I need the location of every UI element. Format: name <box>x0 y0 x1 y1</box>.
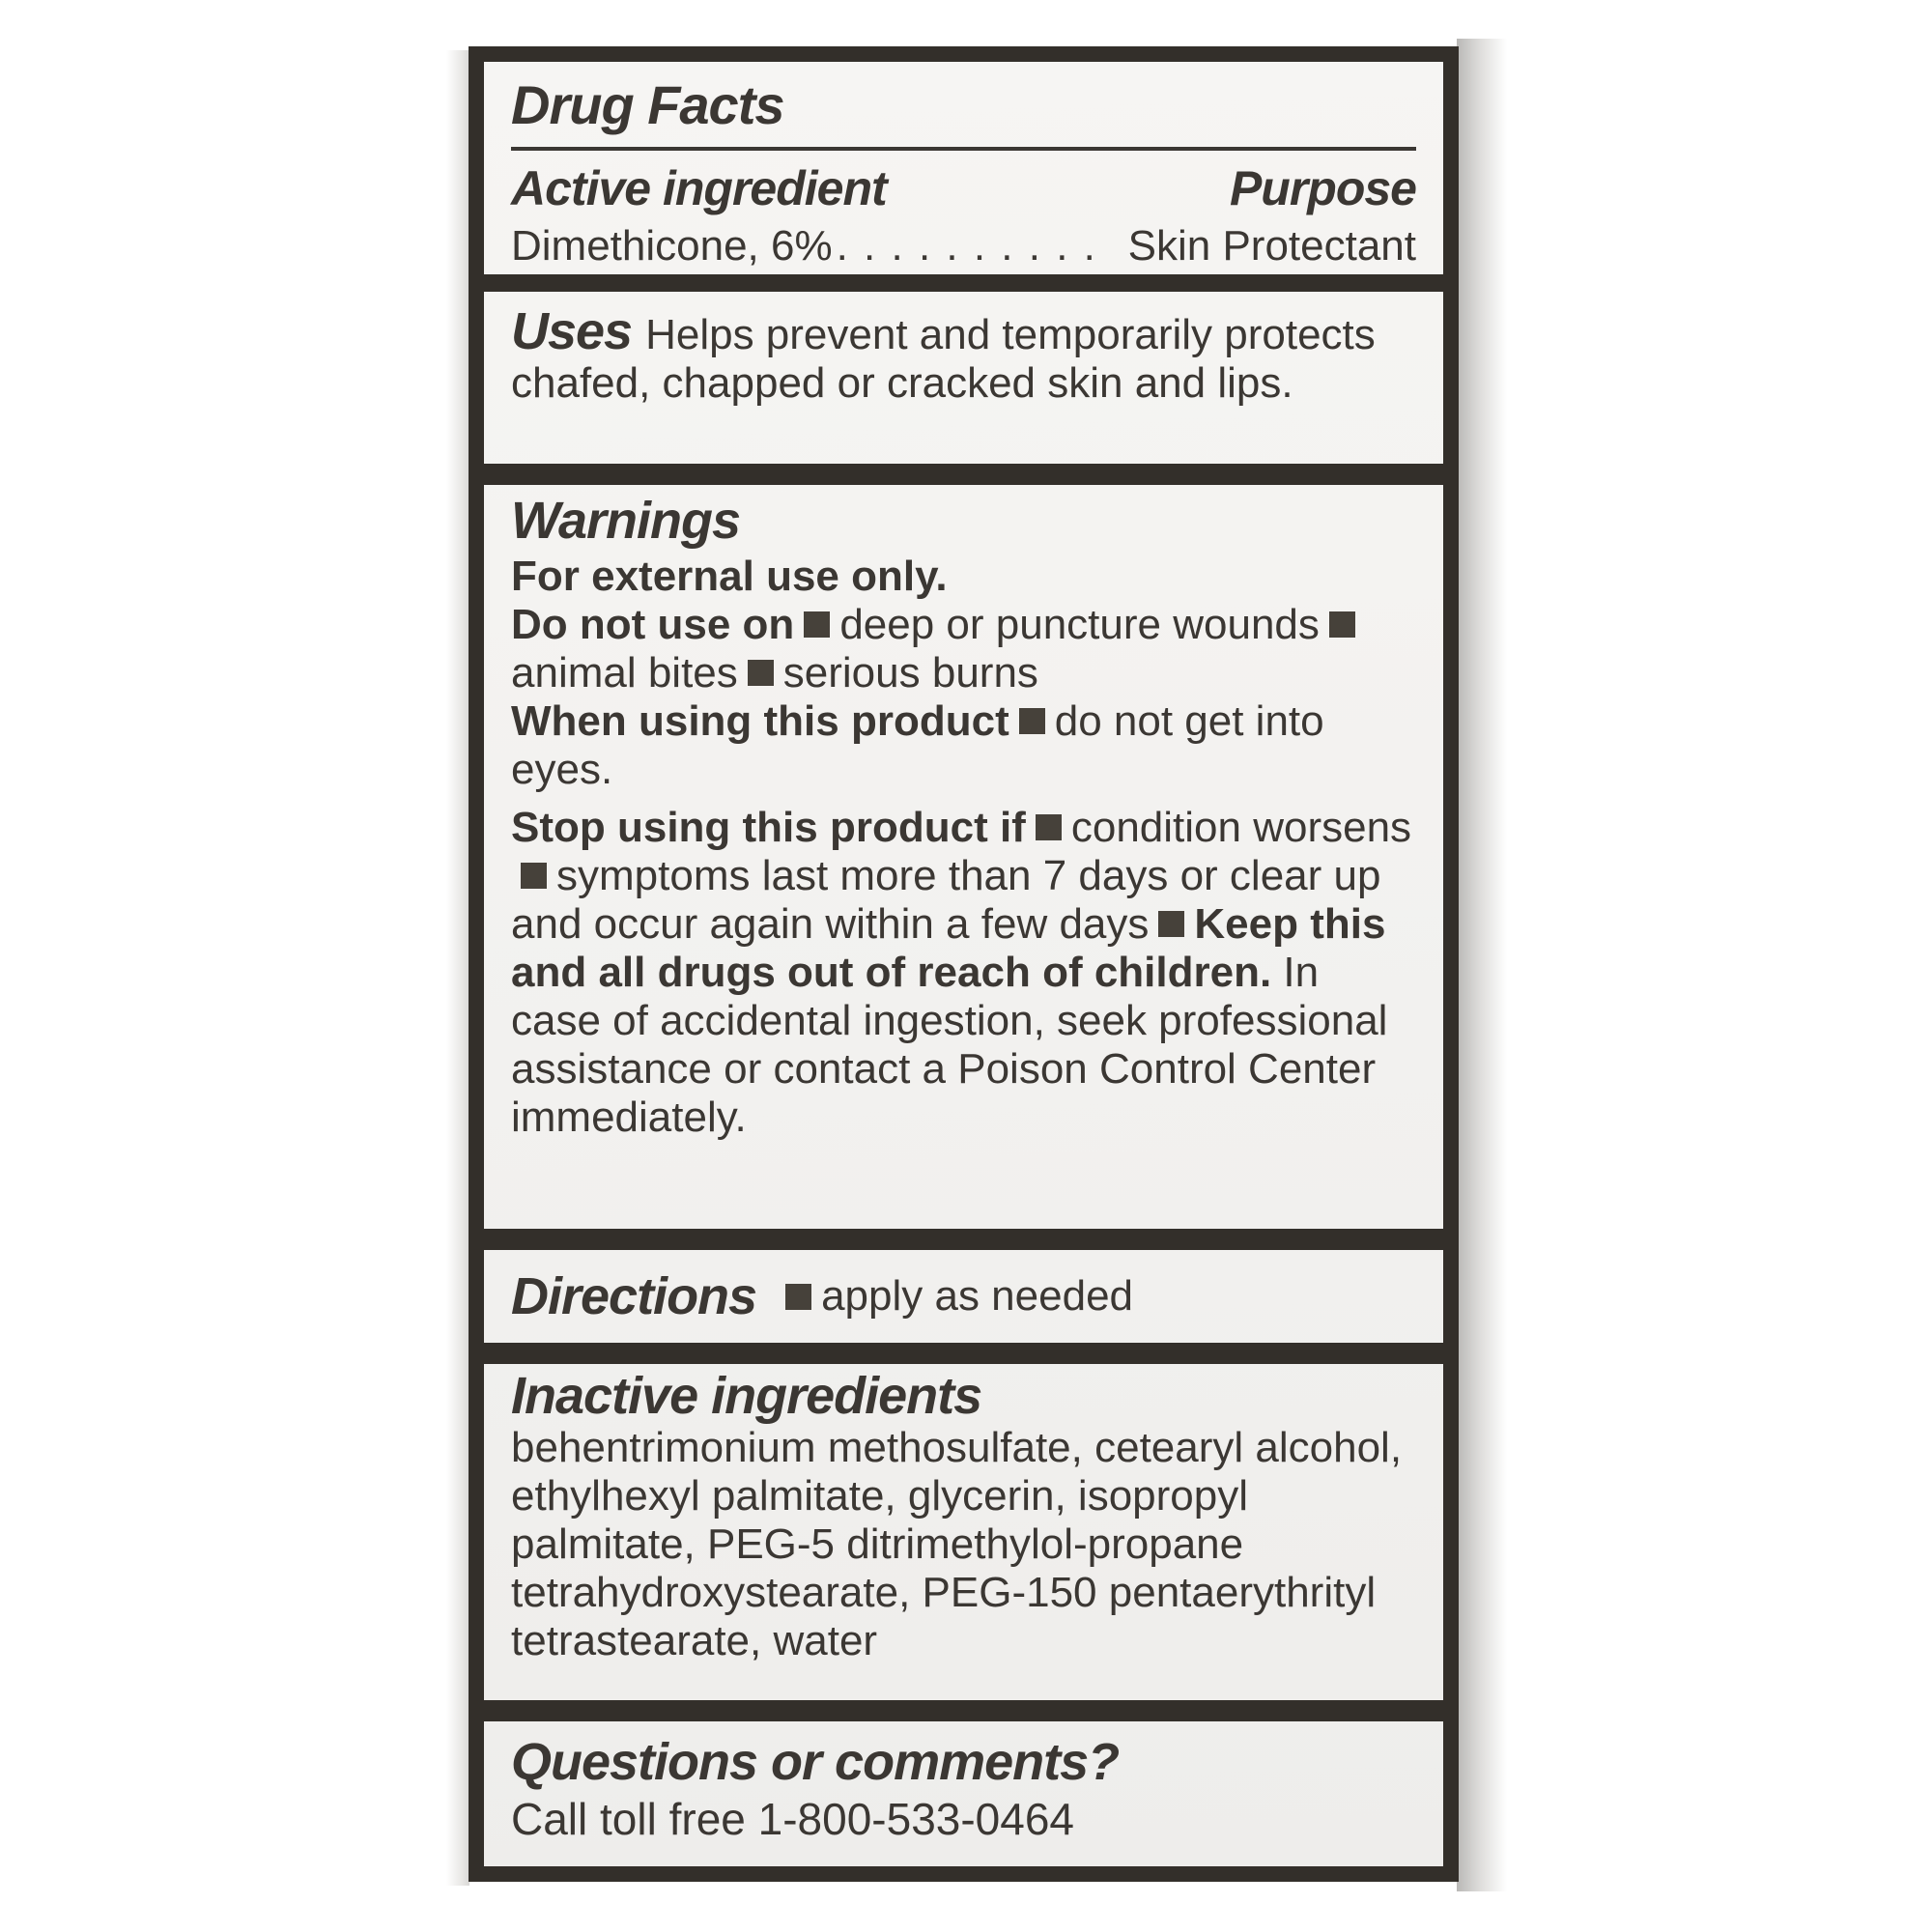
do-not-use-item: deep or puncture wounds <box>839 601 1320 648</box>
active-ingredient-name: Dimethicone, 6% <box>511 221 833 270</box>
section-divider-bar <box>484 1229 1443 1250</box>
page-title: Drug Facts <box>511 74 784 135</box>
do-not-use-lead: Do not use on <box>511 601 795 648</box>
section-header <box>484 62 1443 274</box>
do-not-use-item: serious burns <box>782 649 1038 696</box>
bullet-square-icon <box>1036 814 1062 840</box>
bullet-square-icon <box>748 660 774 686</box>
warnings-do-not-use <box>511 601 1416 697</box>
section-directions <box>484 1250 1443 1343</box>
stop-using-item: condition worsens <box>1070 804 1412 851</box>
bullet-square-icon <box>1158 911 1184 937</box>
label-edge-left <box>446 50 469 1886</box>
when-using-item: do not get into eyes. <box>511 697 1324 793</box>
title-divider-rule <box>511 147 1416 151</box>
warnings-external-use: For external use only. <box>511 553 948 600</box>
stop-using-lead: Stop using this product if <box>511 804 1026 851</box>
section-divider-bar <box>484 1343 1443 1364</box>
section-inactive-ingredients <box>484 1364 1443 1700</box>
bullet-square-icon <box>521 863 547 889</box>
inactive-text: behentrimonium methosulfate, cetearyl alcohol, ethylhexyl palmitate, glycerin, isopropyl palmitate, PEG-5 ditrimethylol-propane tetrahydroxystearate, PEG-150 pentaerythrityl tetrastearate, water <box>511 1424 1403 1664</box>
warnings-stop-using <box>511 804 1416 1142</box>
directions-item: apply as needed <box>821 1272 1134 1320</box>
dot-leader: . . . . . . . . . . <box>836 221 1097 270</box>
section-divider-bar <box>484 464 1443 485</box>
bullet-square-icon <box>1019 708 1045 734</box>
purpose-heading: Purpose <box>1229 160 1416 215</box>
keep-away-rest: In case of accidental ingestion, seek professional assistance or contact a Poison Control Center immediately. <box>511 949 1388 1141</box>
active-ingredient-row <box>511 222 1416 270</box>
inactive-heading: Inactive ingredients <box>511 1367 982 1425</box>
bullet-square-icon <box>785 1284 811 1310</box>
section-divider-bar <box>484 1700 1443 1721</box>
section-questions <box>484 1721 1443 1866</box>
section-warnings <box>484 485 1443 1229</box>
purpose-value: Skin Protectant <box>1127 221 1416 270</box>
questions-call-line: Call toll free 1-800-533-0464 <box>511 1793 1075 1844</box>
stop-using-item: symptoms last more than 7 days or clear up and occur again within a few days <box>511 852 1381 948</box>
bullet-square-icon <box>1329 611 1355 638</box>
bottle-shadow-right <box>1457 39 1507 1891</box>
uses-text: Helps prevent and temporarily protects chafed, chapped or cracked skin and lips. <box>511 311 1376 407</box>
directions-heading: Directions <box>511 1267 757 1325</box>
section-divider-bar <box>484 274 1443 292</box>
warnings-when-using <box>511 697 1416 794</box>
when-using-lead: When using this product <box>511 697 1009 745</box>
questions-heading: Questions or comments? <box>511 1733 1120 1791</box>
drug-facts-label <box>469 46 1459 1882</box>
uses-heading: Uses <box>511 302 633 360</box>
bullet-square-icon <box>804 611 830 638</box>
keep-away-lead: Keep this and all drugs out of reach of children. <box>511 900 1386 996</box>
active-ingredient-heading: Active ingredient <box>511 160 887 215</box>
warnings-heading: Warnings <box>511 492 741 550</box>
section-uses <box>484 292 1443 464</box>
active-ingredient-header-row <box>511 160 1416 216</box>
do-not-use-item: animal bites <box>511 649 738 696</box>
